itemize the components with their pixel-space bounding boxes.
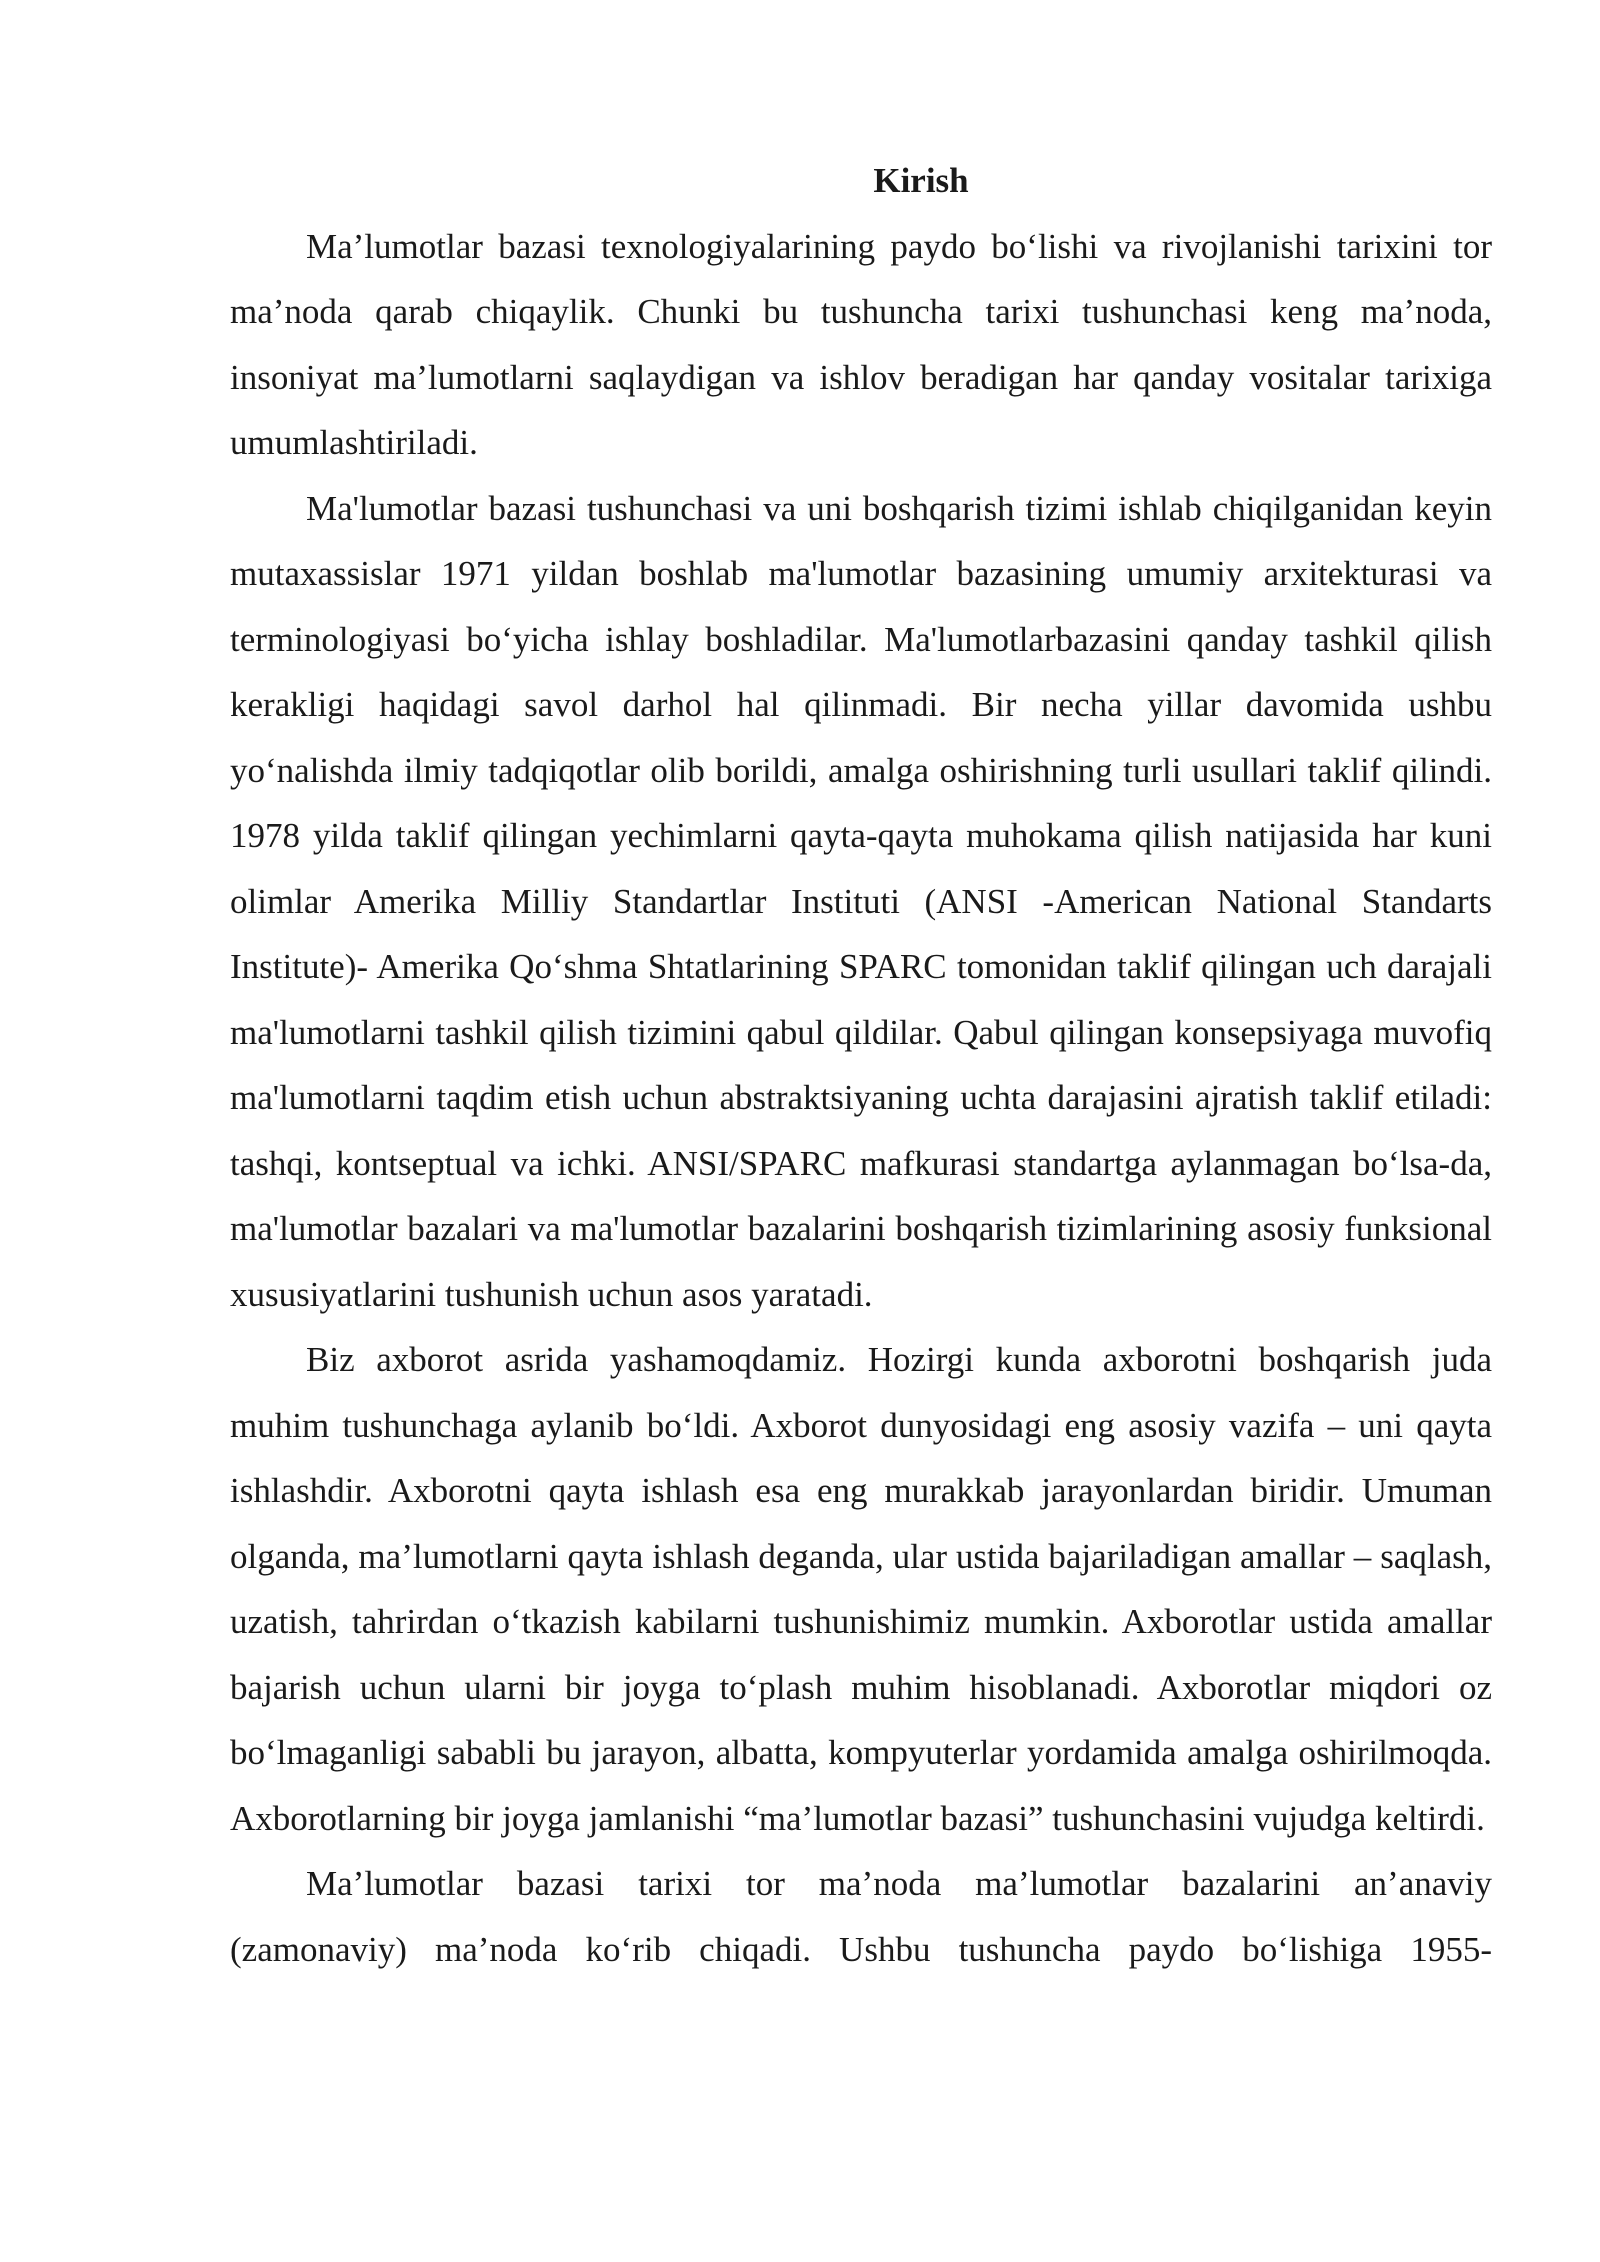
paragraph-database-history: Ma’lumotlar bazasi tarixi tor ma’noda ma’lumotlar bazalarini an’anaviy (zamonaviy) ma’noda ko‘rib chiqadi. Ushbu tushuncha paydo bo‘lishiga 1955- [230,1864,1492,1969]
paragraph-ansi-sparc: Ma'lumotlar bazasi tushunchasi va uni boshqarish tizimi ishlab chiqilganidan keyin mutaxassislar 1971 yildan boshlab ma'lumotlar bazasining umumiy arxitekturasi va terminologiyasi bo‘yicha ishlay boshladilar. Ma'lumotlarbazasini qanday tashkil qilish kerakligi haqidagi savol darhol hal qilinmadi. Bir necha yillar davomida ushbu yo‘nalishda ilmiy tadqiqotlar olib borildi, amalga oshirishning turli usullari taklif qilindi. 1978 yilda taklif qilingan yechimlarni qayta-qayta muhokama qilish natijasida har kuni olimlar Amerika Milliy Standartlar Instituti (ANSI -American National Standarts Institute)- Amerika Qo‘shma Shtatlarining SPARC tomonidan taklif qilingan uch darajali ma'lumotlarni tashkil qilish tizimini qabul qildilar. Qabul qilingan konsepsiyaga muvofiq ma'lumotlarni taqdim etish uchun abstraktsiyaning uchta darajasini ajratish taklif etiladi: tashqi, kontseptual va ichki. ANSI/SPARC mafkurasi standartga aylanmagan bo‘lsa-da, ma'lumotlar bazalari va ma'lumotlar bazalarini boshqarish tizimlarining asosiy funksional xususiyatlarini tushunish uchun asos yaratadi. [230,488,1492,1314]
paragraph-information-age: Biz axborot asrida yashamoqdamiz. Hozirgi kunda axborotni boshqarish juda muhim tushunchaga aylanib bo‘ldi. Axborot dunyosidagi eng asosiy vazifa – uni qayta ishlashdir. Axborotni qayta ishlash esa eng murakkab jarayonlardan biridir. Umuman olganda, ma’lumotlarni qayta ishlash deganda, ular ustida bajariladigan amallar – saqlash, uzatish, tahrirdan o‘tkazish kabilarni tushunishimiz mumkin. Axborotlar ustida amallar bajarish uchun ularni bir joyga to‘plash muhim hisoblanadi. Axborotlar miqdori oz bo‘lmaganligi sababli bu jarayon, albatta, kompyuterlar yordamida amalga oshirilmoqda. Axborotlarning bir joyga jamlanishi “ma’lumotlar bazasi” tushunchasini vujudga keltirdi. [230,1340,1492,1838]
paragraph-intro: Ma’lumotlar bazasi texnologiyalarining paydo bo‘lishi va rivojlanishi tarixini tor ma’noda qarab chiqaylik. Chunki bu tushuncha tarixi tushunchasi keng ma’noda, insoniyat ma’lumotlarni saqlaydigan va ishlov beradigan har qanday vositalar tarixiga umumlashtiriladi. [230,226,1492,462]
document-page [230,148,1492,1982]
page-title: Kirish [873,161,969,200]
